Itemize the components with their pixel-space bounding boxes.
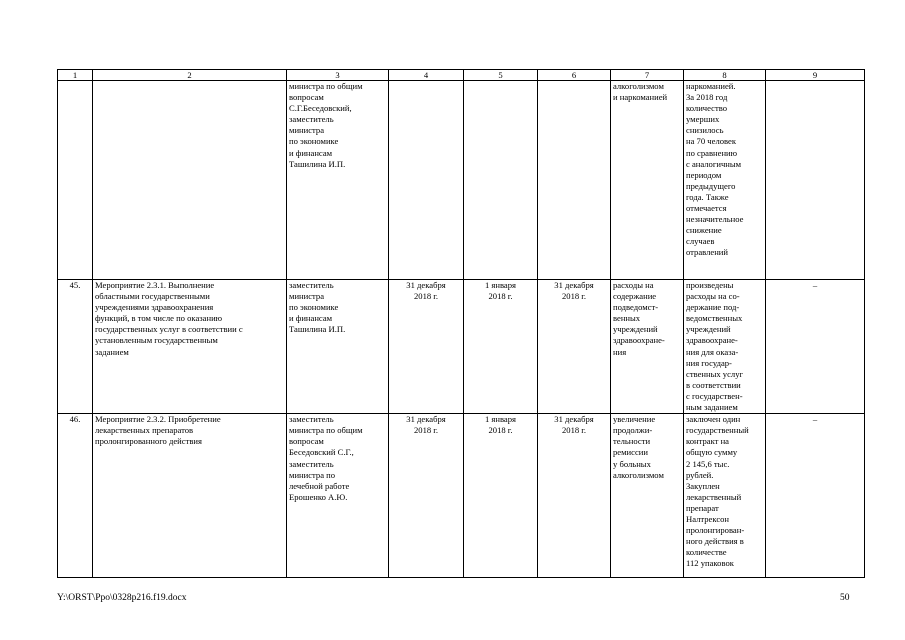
note-cell: – [766, 280, 865, 414]
col-header-9: 9 [766, 70, 865, 81]
document-path: Y:\ORST\Ppo\0328p216.f19.docx [57, 593, 187, 603]
col-header-5: 5 [464, 70, 538, 81]
responsible-cell: заместитель министра по экономике и финансам Ташилина И.П. [287, 280, 389, 414]
col-header-1: 1 [58, 70, 93, 81]
deadline-cell [389, 81, 464, 280]
col-header-8: 8 [684, 70, 766, 81]
col-header-2: 2 [93, 70, 287, 81]
expected-result-cell: увеличение продолжи- тельности ремиссии у больных алкоголизмом [611, 414, 684, 578]
responsible-cell: министра по общим вопросам С.Г.Беседовский, заместитель министра по экономике и финансам Ташилина И.П. [287, 81, 389, 280]
event-cell: Мероприятие 2.3.1. Выполнение областными государственными учреждениями здравоохранения функций, в том числе по оказанию государственных услуг в соответствии с установленным государственным заданием [93, 280, 287, 414]
end-date-cell [538, 81, 611, 280]
table-row [58, 414, 865, 578]
report-table [57, 69, 865, 578]
row-number [58, 81, 93, 280]
col-header-4: 4 [389, 70, 464, 81]
deadline-cell: 31 декабря 2018 г. [389, 414, 464, 578]
start-date-cell [464, 81, 538, 280]
event-cell [93, 81, 287, 280]
end-date-cell: 31 декабря 2018 г. [538, 414, 611, 578]
page-number: 50 [840, 593, 850, 603]
note-cell: – [766, 414, 865, 578]
row-number: 45. [58, 280, 93, 414]
start-date-cell: 1 января 2018 г. [464, 280, 538, 414]
column-number-row [58, 70, 865, 81]
col-header-3: 3 [287, 70, 389, 81]
table-row [58, 81, 865, 280]
actual-result-cell: наркоманией. За 2018 год количество умерших снизилось на 70 человек по сравнению с аналогичным периодом предыдущего года. Также отмечается незначительное снижение случаев отравлений [684, 81, 766, 280]
start-date-cell: 1 января 2018 г. [464, 414, 538, 578]
expected-result-cell: расходы на содержание подведомст- венных учреждений здравоохране- ния [611, 280, 684, 414]
col-header-7: 7 [611, 70, 684, 81]
end-date-cell: 31 декабря 2018 г. [538, 280, 611, 414]
expected-result-cell: алкоголизмом и наркоманией [611, 81, 684, 280]
deadline-cell: 31 декабря 2018 г. [389, 280, 464, 414]
actual-result-cell: произведены расходы на со- держание под- ведомственных учреждений здравоохране- ния для оказа- ния государ- ственных услуг в соответствии с государствен- ным заданием [684, 280, 766, 414]
actual-result-cell: заключен один государственный контракт на общую сумму 2 145,6 тыс. рублей. Закуплен лекарственный препарат Налтрексон пролонгирован- ного действия в количестве 112 упаковок [684, 414, 766, 578]
table-row [58, 280, 865, 414]
row-number: 46. [58, 414, 93, 578]
col-header-6: 6 [538, 70, 611, 81]
event-cell: Мероприятие 2.3.2. Приобретение лекарственных препаратов пролонгированного действия [93, 414, 287, 578]
responsible-cell: заместитель министра по общим вопросам Беседовский С.Г., заместитель министра по лечебной работе Ерошенко А.Ю. [287, 414, 389, 578]
note-cell [766, 81, 865, 280]
